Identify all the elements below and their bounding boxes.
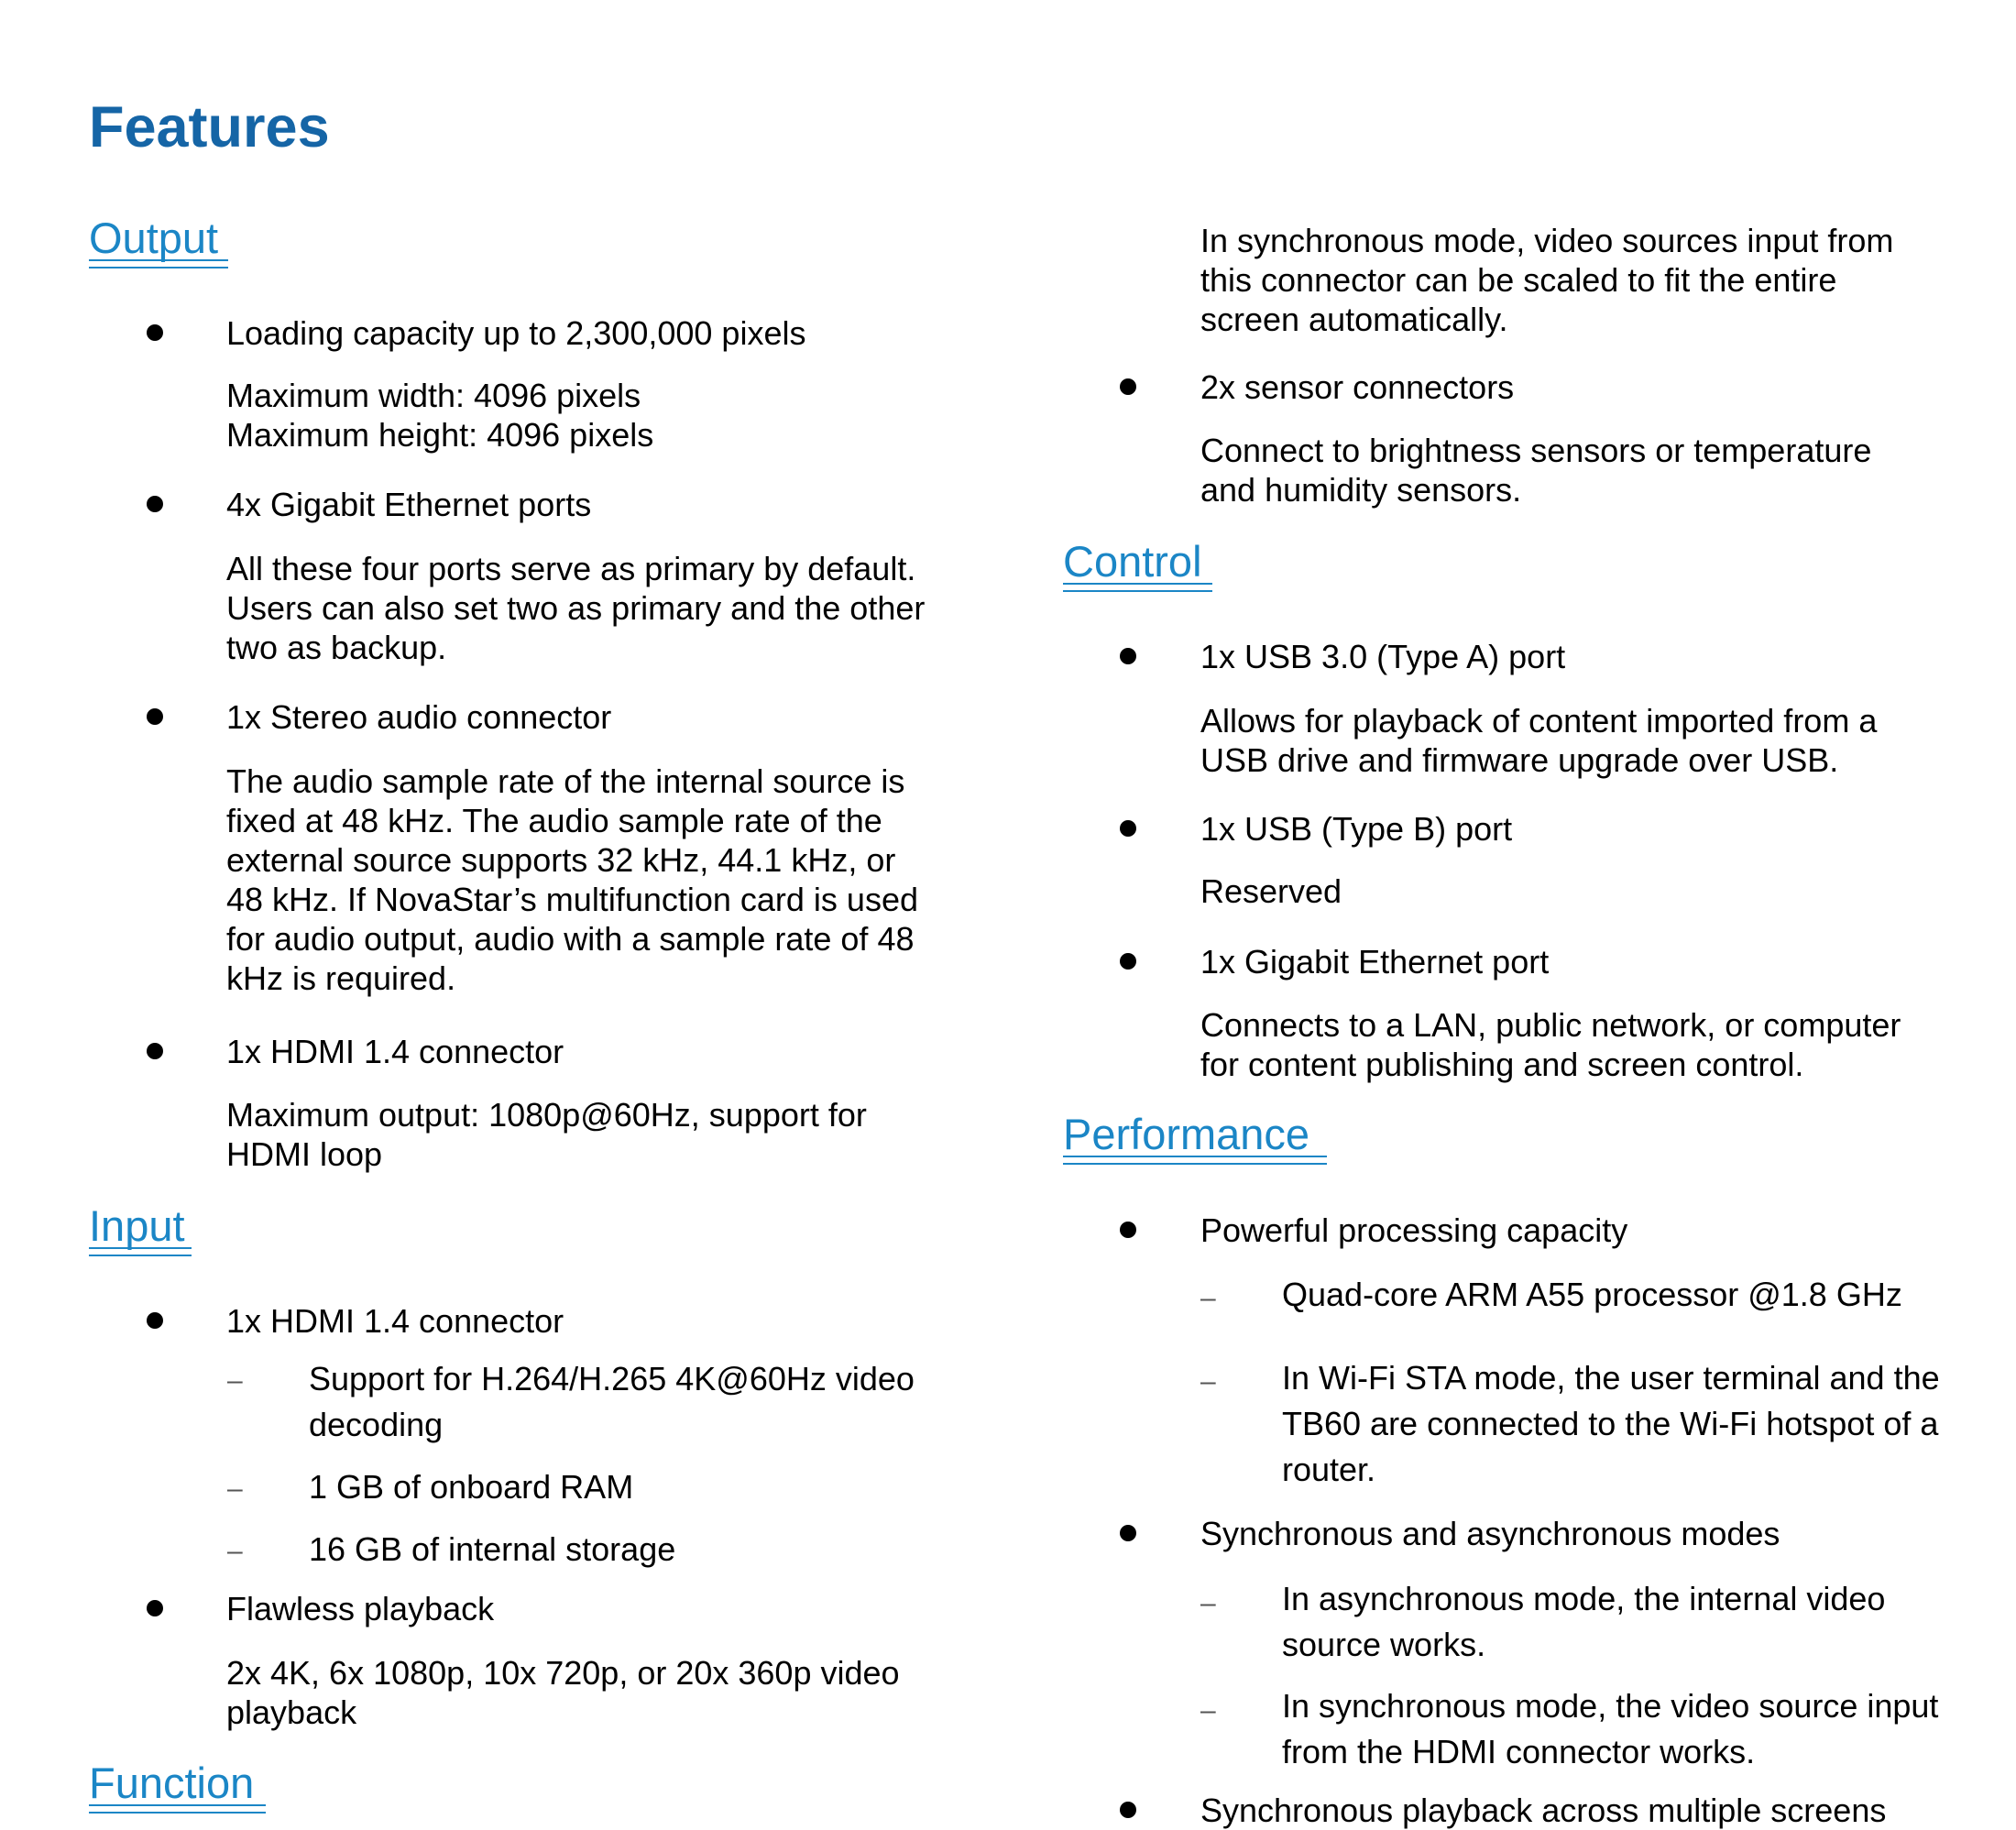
- desc-line: Connects to a LAN, public network, or computer: [1200, 1006, 1901, 1044]
- dash-icon: –: [1200, 1695, 1216, 1726]
- desc-line: 48 kHz. If NovaStar’s multifunction card is used: [226, 881, 918, 918]
- desc-line: kHz is required.: [226, 959, 456, 997]
- page-title: Features: [89, 95, 330, 159]
- section-underline: [1063, 583, 1212, 592]
- dash-icon: –: [227, 1474, 243, 1504]
- desc-line: external source supports 32 kHz, 44.1 kHz, or: [226, 841, 896, 879]
- desc-line: Reserved: [1200, 872, 1342, 910]
- bullet-description: [1200, 871, 1342, 911]
- bullet-label: 1x HDMI 1.4 connector: [226, 1302, 564, 1340]
- sub-item: Quad-core ARM A55 processor @1.8 GHz: [1282, 1276, 1902, 1313]
- bullet-description: [1200, 1005, 1901, 1084]
- section-heading-function[interactable]: Function: [89, 1759, 255, 1807]
- sub-item: In Wi-Fi STA mode, the user terminal and the TB60 are connected to the Wi-Fi hotspot of a router.: [1282, 1359, 1940, 1488]
- bullet-description: [226, 762, 918, 998]
- section-underline: [1063, 1156, 1327, 1165]
- desc-line: Maximum height: 4096 pixels: [226, 416, 654, 454]
- desc-line: for audio output, audio with a sample rate of 48: [226, 920, 915, 958]
- bullet-label: 4x Gigabit Ethernet ports: [226, 486, 592, 523]
- section-heading-control[interactable]: Control: [1063, 537, 1202, 586]
- bullet-icon: [1120, 1802, 1136, 1818]
- bullet-icon: [1120, 953, 1136, 970]
- bullet-description: [226, 1095, 867, 1174]
- dash-icon: –: [227, 1365, 243, 1396]
- bullet-icon: [1120, 648, 1136, 664]
- bullet-icon: [147, 1600, 163, 1616]
- bullet-description: [226, 549, 925, 667]
- bullet-icon: [147, 1043, 163, 1059]
- desc-line: and humidity sensors.: [1200, 471, 1522, 509]
- sub-item: 16 GB of internal storage: [309, 1530, 676, 1568]
- desc-line: 2x 4K, 6x 1080p, 10x 720p, or 20x 360p video: [226, 1654, 900, 1692]
- section-underline: [89, 259, 228, 268]
- bullet-label: Flawless playback: [226, 1590, 495, 1627]
- bullet-icon: [1120, 1222, 1136, 1238]
- desc-line: for content publishing and screen control.: [1200, 1046, 1804, 1083]
- bullet-label: Synchronous playback across multiple screens: [1200, 1792, 1887, 1829]
- desc-line: this connector can be scaled to fit the entire: [1200, 261, 1837, 299]
- desc-line: Allows for playback of content imported from a: [1200, 702, 1878, 740]
- bullet-icon: [1120, 820, 1136, 837]
- desc-line: two as backup.: [226, 629, 447, 666]
- dash-icon: –: [227, 1536, 243, 1566]
- sub-item: 1 GB of onboard RAM: [309, 1468, 634, 1506]
- desc-line: The audio sample rate of the internal source is: [226, 762, 905, 800]
- sub-item: Support for H.264/H.265 4K@60Hz video decoding: [309, 1360, 915, 1443]
- bullet-description: [226, 376, 653, 455]
- bullet-label: Powerful processing capacity: [1200, 1211, 1628, 1249]
- bullet-description: [1200, 701, 1877, 780]
- bullet-label: 1x Stereo audio connector: [226, 698, 612, 736]
- bullet-label: 1x USB 3.0 (Type A) port: [1200, 638, 1566, 675]
- sub-item: In asynchronous mode, the internal video source works.: [1282, 1580, 1886, 1663]
- desc-line: fixed at 48 kHz. The audio sample rate of the: [226, 802, 882, 839]
- section-heading-output[interactable]: Output: [89, 214, 219, 262]
- bullet-label: Loading capacity up to 2,300,000 pixels: [226, 314, 806, 352]
- bullet-label: 2x sensor connectors: [1200, 368, 1515, 406]
- bullet-icon: [147, 1312, 163, 1329]
- desc-line: HDMI loop: [226, 1135, 383, 1173]
- bullet-description: [226, 1653, 900, 1732]
- bullet-label: 1x USB (Type B) port: [1200, 810, 1513, 848]
- dash-icon: –: [1200, 1366, 1216, 1397]
- section-underline: [89, 1247, 192, 1256]
- bullet-label: Synchronous and asynchronous modes: [1200, 1515, 1780, 1552]
- bullet-icon: [1120, 378, 1136, 395]
- desc-line: Connect to brightness sensors or temperature: [1200, 432, 1872, 469]
- bullet-icon: [147, 496, 163, 512]
- desc-line: Maximum output: 1080p@60Hz, support for: [226, 1096, 867, 1134]
- bullet-description: [1200, 431, 1871, 510]
- bullet-label: 1x Gigabit Ethernet port: [1200, 943, 1550, 981]
- sub-item: In synchronous mode, the video source input from the HDMI connector works.: [1282, 1687, 1939, 1770]
- bullet-label: 1x HDMI 1.4 connector: [226, 1033, 564, 1070]
- desc-line: Maximum width: 4096 pixels: [226, 377, 641, 414]
- desc-line: USB drive and firmware upgrade over USB.: [1200, 741, 1839, 779]
- desc-line: In synchronous mode, video sources input from: [1200, 222, 1894, 259]
- bullet-icon: [147, 708, 163, 725]
- section-heading-input[interactable]: Input: [89, 1201, 185, 1250]
- section-underline: [89, 1804, 266, 1814]
- desc-line: All these four ports serve as primary by default.: [226, 550, 916, 587]
- continued-description: [1200, 221, 1893, 339]
- bullet-icon: [1120, 1525, 1136, 1541]
- section-heading-performance[interactable]: Performance: [1063, 1110, 1310, 1158]
- desc-line: playback: [226, 1693, 357, 1731]
- desc-line: screen automatically.: [1200, 301, 1508, 338]
- bullet-icon: [147, 324, 163, 341]
- desc-line: Users can also set two as primary and the other: [226, 589, 926, 627]
- dash-icon: –: [1200, 1283, 1216, 1313]
- dash-icon: –: [1200, 1588, 1216, 1618]
